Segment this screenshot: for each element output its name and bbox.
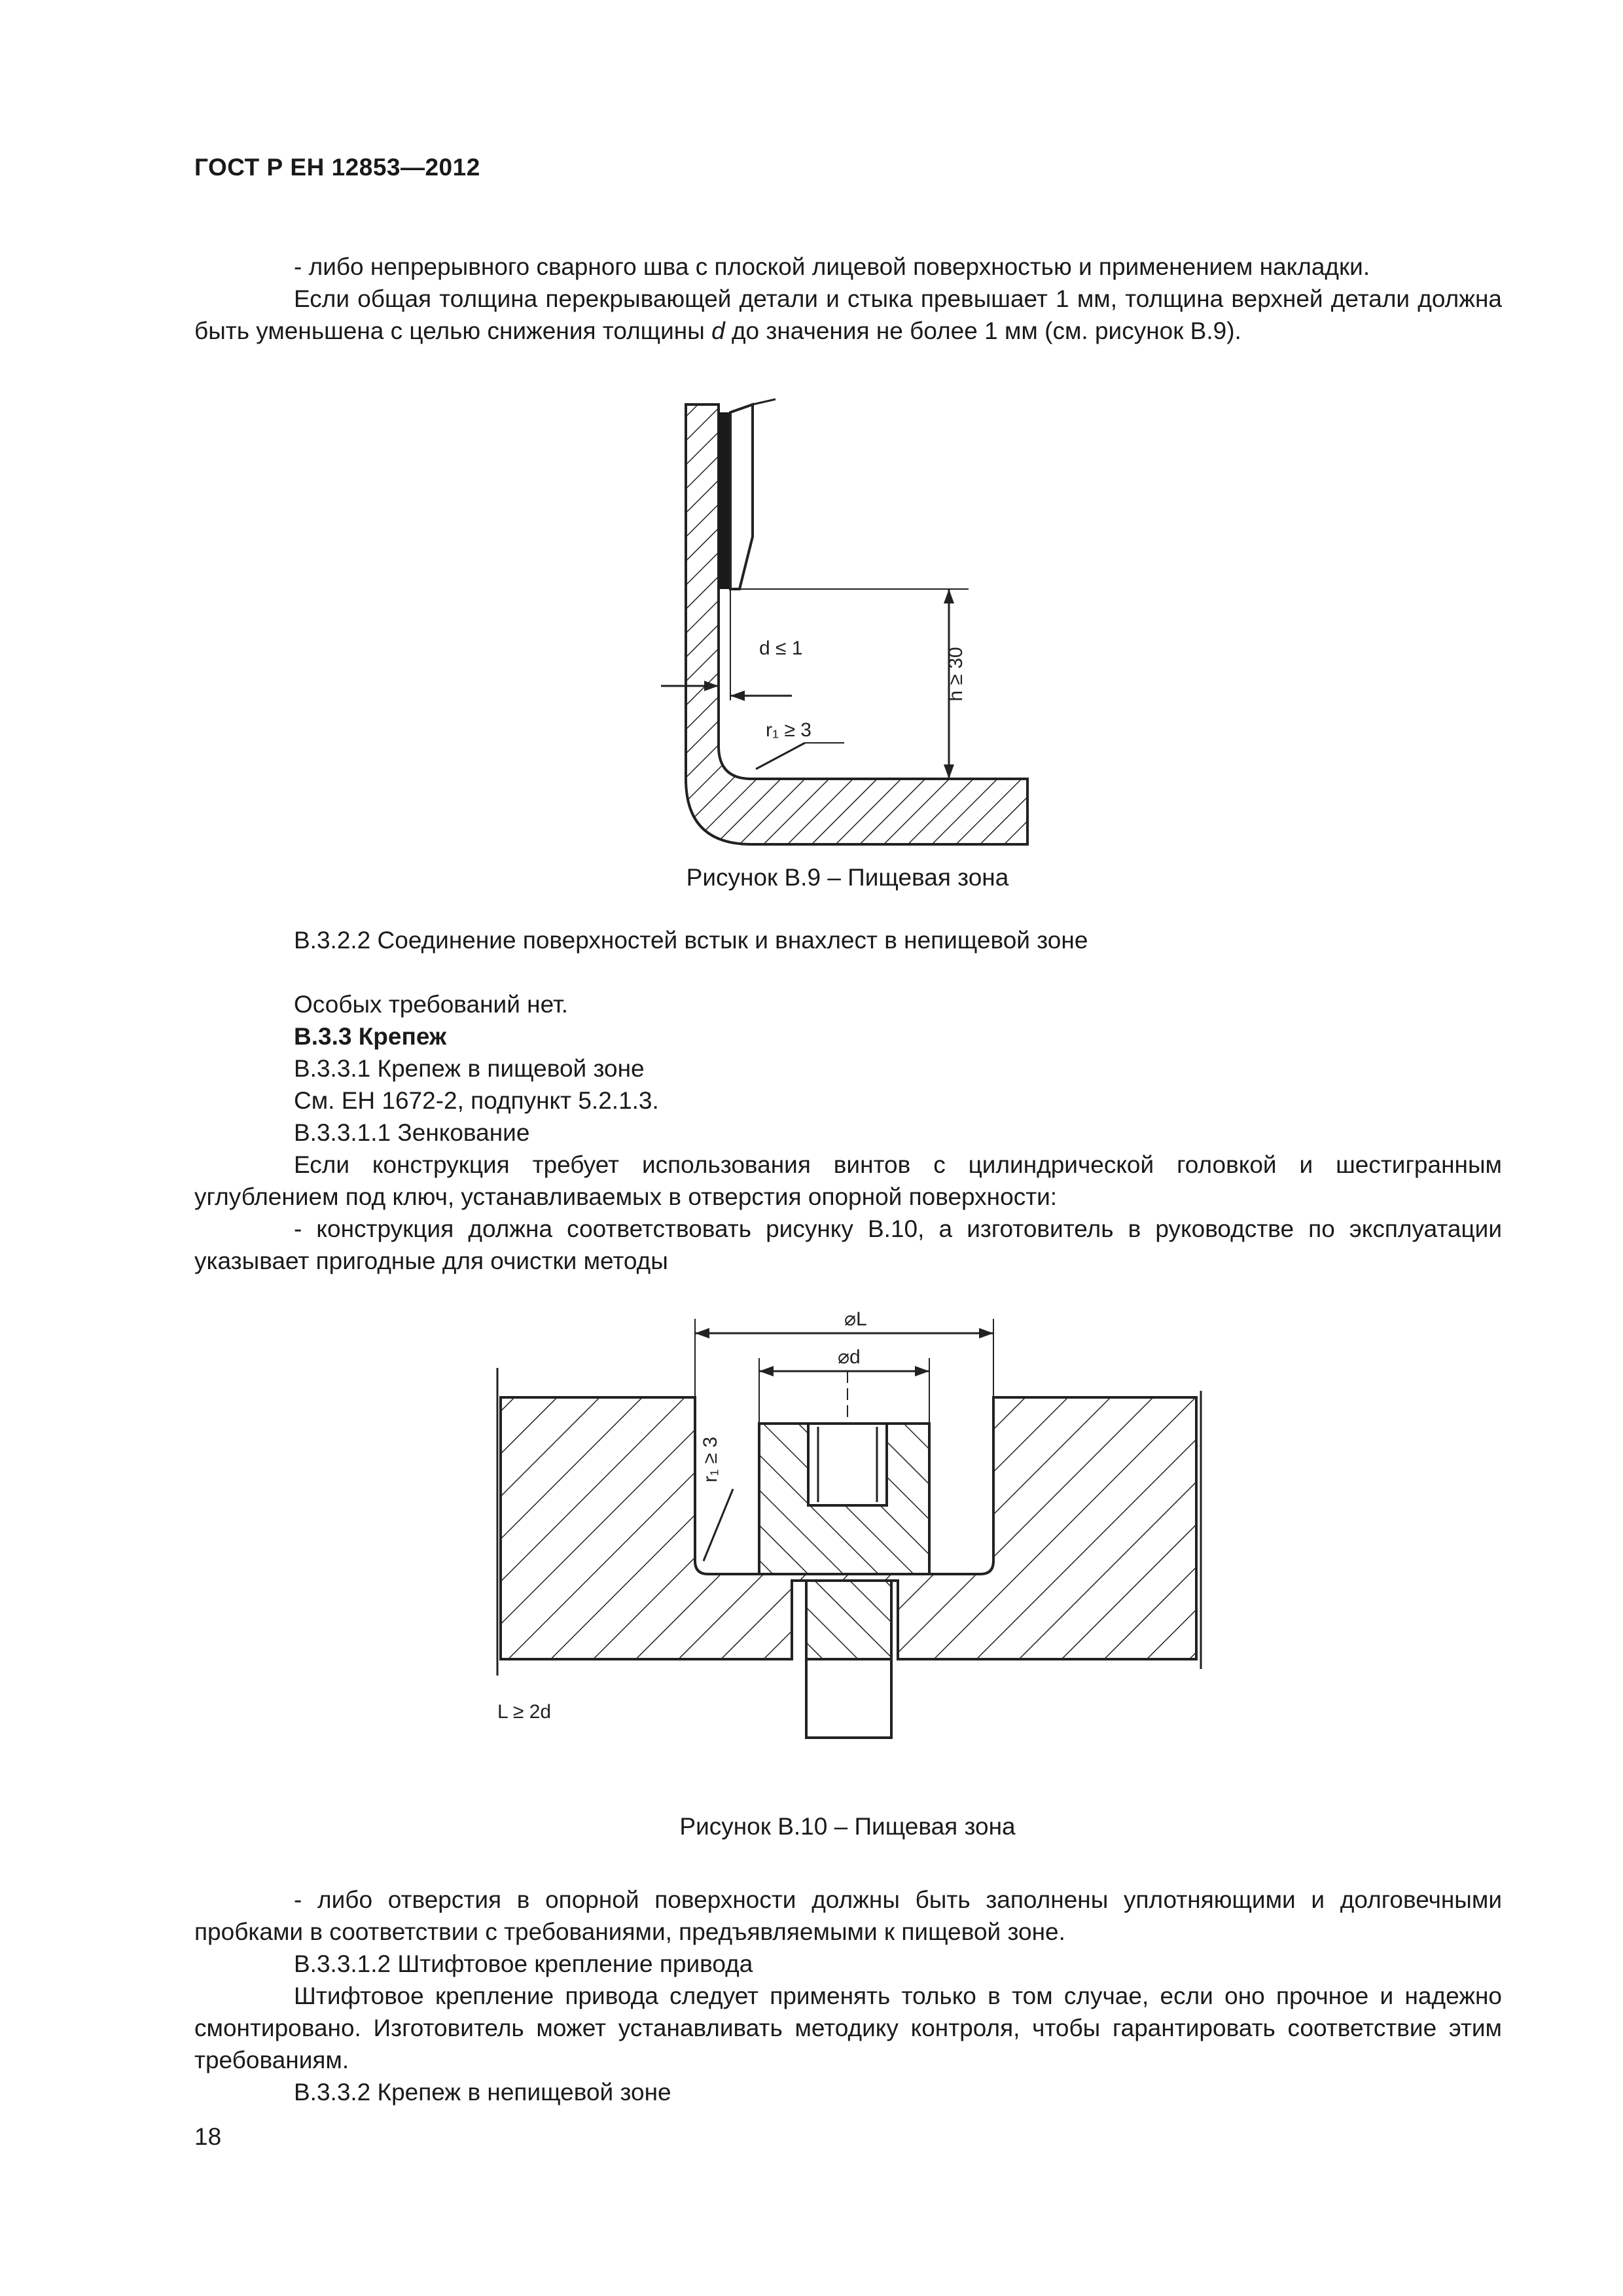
hex-socket [808,1424,887,1505]
label-phi-l: ⌀L [844,1308,867,1330]
text-run: Если общая толщина перекрывающей детали и стыка превышает 1 мм, толщина верхней детали должна быть уменьшена с целью снижения толщины [194,285,1502,344]
figure-b9-drawing [661,393,1054,851]
section-heading: В.3.3.1.2 Штифтовое крепление привода [294,1950,753,1977]
figure-b9 [661,393,1054,851]
paragraph: Особых требований нет. [294,991,569,1018]
paragraph: См. ЕН 1672-2, подпункт 5.2.1.3. [294,1087,659,1114]
label-phi-d: ⌀d [838,1346,861,1368]
weld-strip [719,412,730,589]
paragraph: - либо непрерывного сварного шва с плоской лицевой поверхностью и применением накладки. [294,253,1370,280]
screw-shank [806,1659,891,1738]
figure-b10-drawing [491,1293,1224,1764]
paragraph: Если конструкция требует использования винтов с цилиндрической головкой и шестигранным углублением под ключ, устанавливаемых в отверстия опорной поверхности: [194,1151,1502,1210]
label-h: h ≥ 30 [945,647,967,702]
l-section [686,404,1027,844]
text-run: до значения не более 1 мм (см. рисунок В.9). [724,317,1241,344]
text-block-1 [194,251,1502,347]
paragraph [194,283,1502,347]
figure-b10-caption: Рисунок В.10 – Пищевая зона [679,1813,1016,1840]
label-r1: r₁ ≥ 3 [700,1437,721,1482]
section-heading: В.3.3.1.1 Зенкование [294,1119,530,1146]
label-note: L ≥ 2d [497,1701,552,1723]
paragraph: - либо отверстия в опорной поверхности должны быть заполнены уплотняющими и долговечными пробками в соответствии с требованиями, предъявляемыми к пищевой зоне. [194,1886,1502,1945]
text-block-2 [194,924,1502,1277]
figure-b9-caption: Рисунок В.9 – Пищевая зона [686,864,1009,891]
text-block-3 [194,1884,1502,2108]
variable-d: d [711,317,725,344]
section-heading: В.3.3.2 Крепеж в непищевой зоне [294,2079,671,2106]
label-r1: r₁ ≥ 3 [766,719,812,741]
label-d: d ≤ 1 [759,637,803,659]
figure-b10 [491,1293,1224,1764]
overlap-part [730,404,753,589]
section-heading: В.3.3.1 Крепеж в пищевой зоне [294,1055,645,1082]
page-number: 18 [194,2123,222,2150]
paragraph: - конструкция должна соответствовать рисунку В.10, а изготовитель в руководстве по эксплуатации указывает пригодные для очистки методы [194,1215,1502,1274]
document-header: ГОСТ Р ЕН 12853—2012 [194,154,480,181]
paragraph: Штифтовое крепление привода следует применять только в том случае, если оно прочное и надежно смонтировано. Изготовитель может устанавливать методику контроля, чтобы гарантировать соответствие этим требованиям. [194,1982,1502,2073]
section-heading: В.3.2.2 Соединение поверхностей встык и внахлест в непищевой зоне [294,927,1088,954]
section-heading: В.3.3 Крепеж [294,1023,447,1050]
